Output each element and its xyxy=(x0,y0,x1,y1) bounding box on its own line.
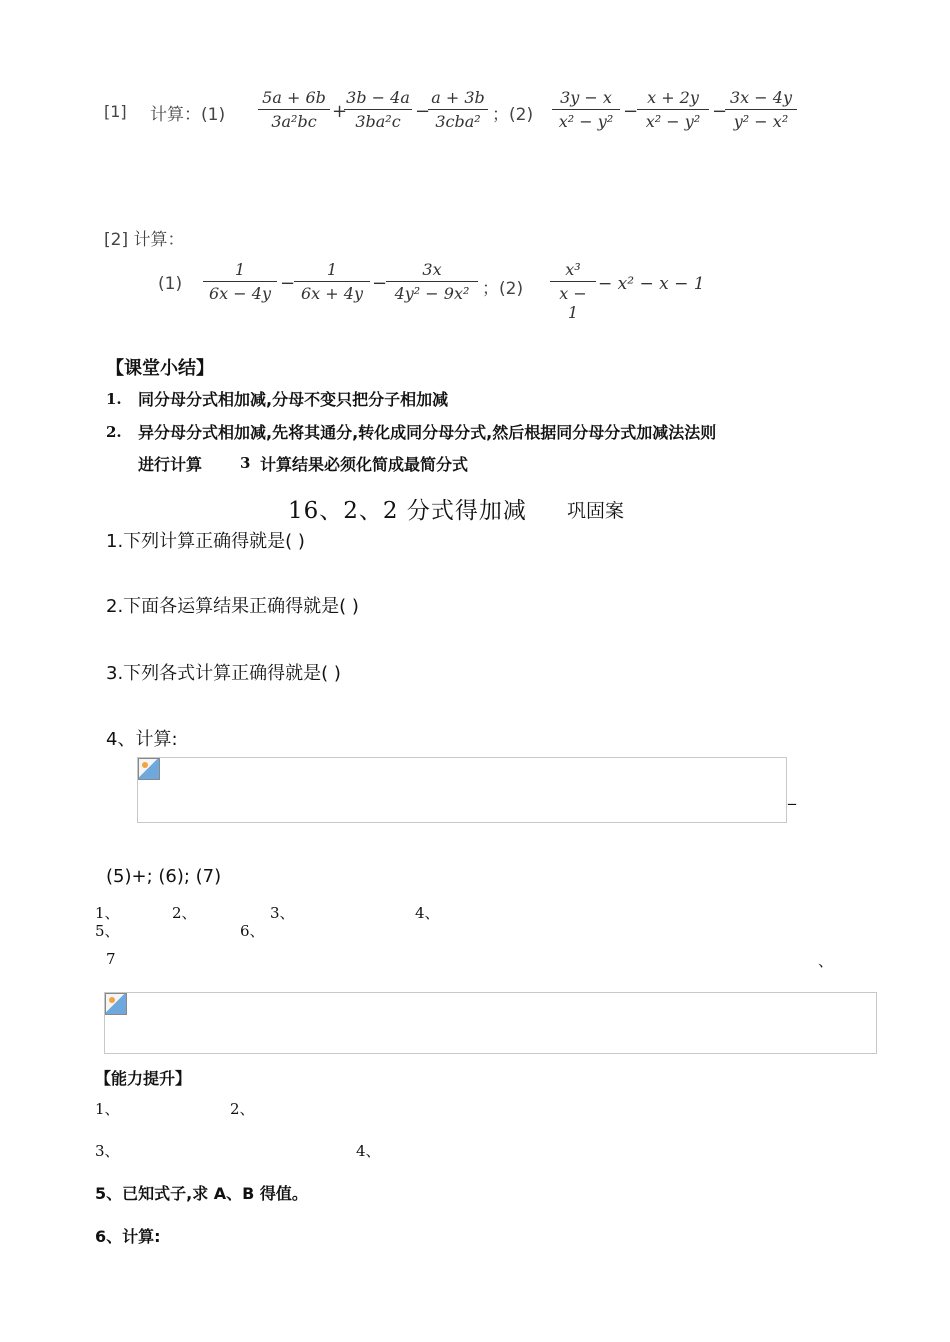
fraction: a + 3b 3cba² xyxy=(428,88,488,131)
answer-label: 、 xyxy=(818,952,834,970)
ability-item: 6、计算: xyxy=(95,1227,161,1246)
fraction: 5a + 6b 3a²bc xyxy=(258,88,330,131)
summary-item-number: 2. xyxy=(106,423,122,441)
separator: ；(2) xyxy=(492,105,534,125)
ability-item: 3、 xyxy=(95,1142,120,1160)
answer-label: 2、 xyxy=(172,904,197,922)
section-title-main: 16、2、2 分式得加减 xyxy=(288,498,527,524)
ability-item: 5、已知式子,求 A、B 得值。 xyxy=(95,1184,308,1203)
plus-sign: + xyxy=(332,101,348,122)
ability-heading: 【能力提升】 xyxy=(95,1069,192,1088)
fraction: x + 2y x² − y² xyxy=(637,88,709,131)
minus-sign: − xyxy=(280,273,296,294)
fraction: 3x − 4y y² − x² xyxy=(725,88,797,131)
expression-tail: − x² − x − 1 xyxy=(598,274,705,294)
answer-label: 5、 xyxy=(95,922,120,940)
broken-image-icon xyxy=(138,758,160,780)
fraction: 1 6x − 4y xyxy=(203,260,277,303)
answer-label: 1、 xyxy=(95,904,120,922)
answer-label: 4、 xyxy=(415,904,440,922)
fraction: x³ x − 1 xyxy=(550,260,596,322)
problem-1-label: 计算：(1) xyxy=(150,105,226,125)
fraction: 3y − x x² − y² xyxy=(552,88,620,131)
broken-image-placeholder xyxy=(137,757,787,823)
summary-item-number: 1. xyxy=(106,390,122,408)
ability-item: 1、 xyxy=(95,1100,120,1118)
problem-1-prefix: [1] xyxy=(104,102,127,121)
question-1: 1.下列计算正确得就是( ) xyxy=(106,531,305,552)
answer-label: 7 xyxy=(106,950,116,968)
summary-item-text: 同分母分式相加减,分母不变只把分子相加减 xyxy=(138,390,449,409)
summary-item-number: 3 xyxy=(240,454,251,472)
fraction: 1 6x + 4y xyxy=(294,260,370,303)
question-4: 4、计算: xyxy=(106,729,178,750)
fraction: 3b − 4a 3ba²c xyxy=(344,88,412,131)
summary-heading: 【课堂小结】 xyxy=(106,358,214,379)
minus-sign: − xyxy=(415,101,431,122)
minus-sign: − xyxy=(623,101,639,122)
answer-label: 3、 xyxy=(270,904,295,922)
minus-sign: − xyxy=(372,273,388,294)
section-subtitle: 巩固案 xyxy=(567,500,625,522)
minus-sign: − xyxy=(712,101,728,122)
summary-item-text: 异分母分式相加减,先将其通分,转化成同分母分式,然后根据同分母分式加减法法则 xyxy=(138,423,717,442)
summary-item-text: 计算结果必须化简成最简分式 xyxy=(260,455,469,474)
fraction: 3x 4y² − 9x² xyxy=(386,260,478,303)
problem-2-label: (1) xyxy=(158,274,183,294)
broken-image-icon xyxy=(105,993,127,1015)
ability-item: 4、 xyxy=(356,1142,381,1160)
answer-label: 6、 xyxy=(240,922,265,940)
question-5-7: (5)+; (6); (7) xyxy=(106,866,222,887)
ability-item: 2、 xyxy=(230,1100,255,1118)
question-2: 2.下面各运算结果正确得就是( ) xyxy=(106,596,359,617)
problem-2-title: [2] 计算： xyxy=(104,230,185,250)
broken-image-placeholder xyxy=(104,992,877,1054)
separator: ；(2) xyxy=(482,279,524,299)
question-3: 3.下列各式计算正确得就是( ) xyxy=(106,663,341,684)
underscore-mark: _ xyxy=(788,786,796,805)
summary-item-text: 进行计算 xyxy=(138,455,203,474)
